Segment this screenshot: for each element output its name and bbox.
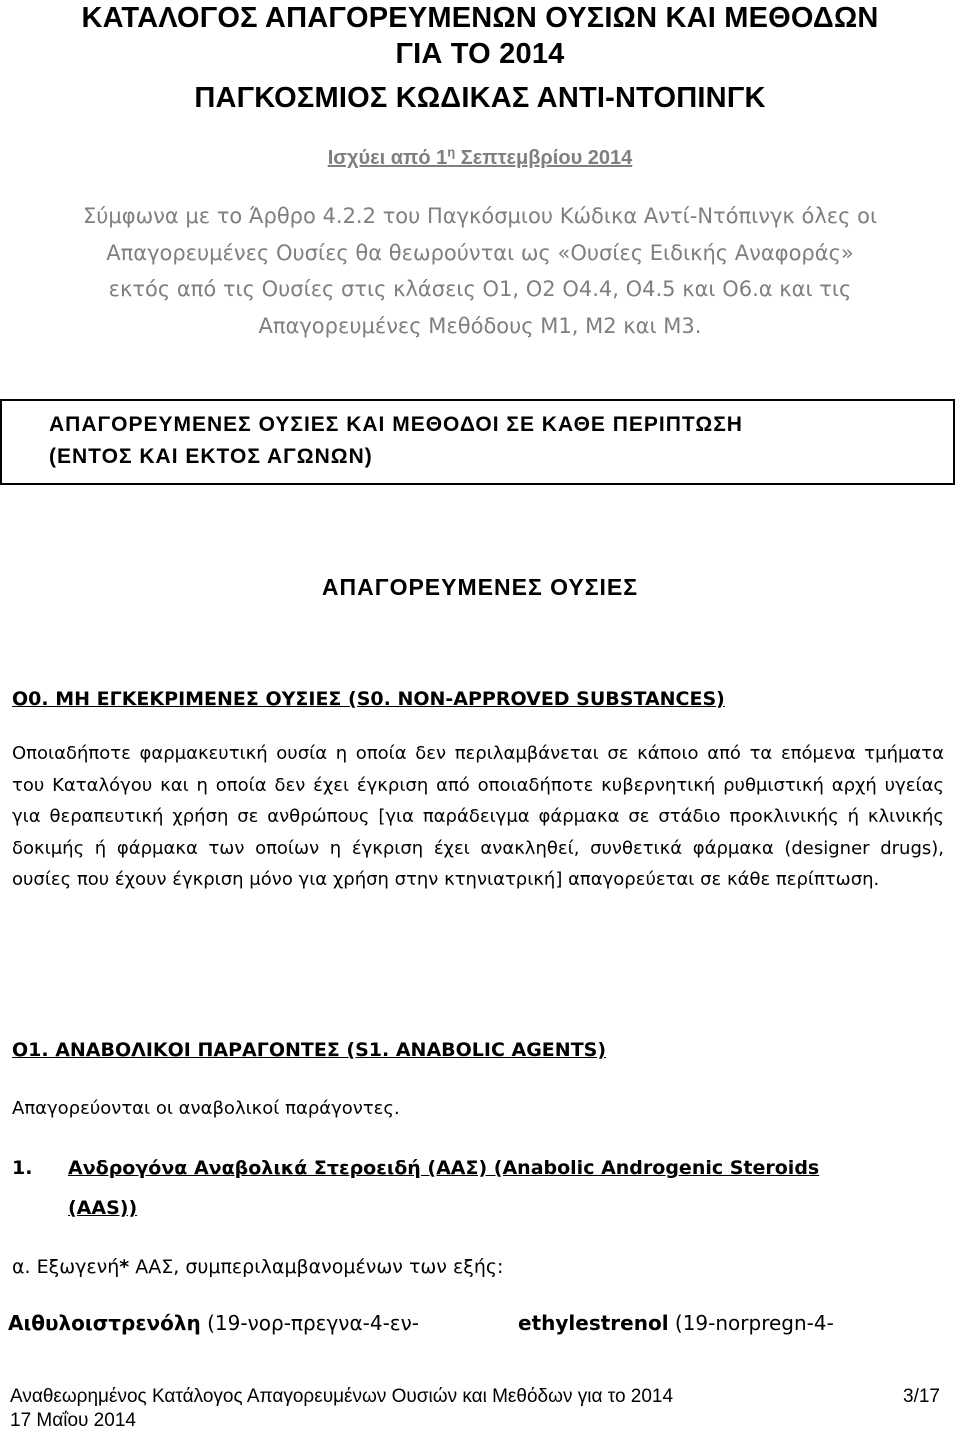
footer-date: 17 Μαΐου 2014 bbox=[10, 1410, 136, 1431]
substance-entry-greek bbox=[8, 1308, 419, 1338]
subitem-asterisk: * bbox=[119, 1256, 130, 1278]
substance-formula-english: (19-norpregn-4- bbox=[668, 1311, 834, 1335]
category-text-s1: Απαγορεύονται οι αναβολικοί παράγοντες. bbox=[12, 1098, 400, 1119]
section-heading: ΑΠΑΓΟΡΕΥΜΕΝΕΣ ΟΥΣΙΕΣ bbox=[321, 574, 639, 600]
effective-date-prefix: Ισχύει από 1 bbox=[327, 147, 448, 169]
page-number: 3/17 bbox=[903, 1386, 940, 1407]
document-title-line1: ΚΑΤΑΛΟΓΟΣ ΑΠΑΓΟΡΕΥΜΕΝΩΝ ΟΥΣΙΩΝ ΚΑΙ ΜΕΘΟΔΩΝ bbox=[81, 2, 879, 34]
footer-title: Αναθεωρημένος Κατάλογος Απαγορευμένων Ουσιών και Μεθόδων για το 2014 bbox=[10, 1386, 674, 1407]
effective-date-suffix: Σεπτεμβρίου 2014 bbox=[455, 147, 633, 169]
subitem-line bbox=[12, 1252, 503, 1282]
page-footer bbox=[10, 1385, 940, 1433]
item-heading: Ανδρογόνα Αναβολικά Στεροειδή (ΑΑΣ) (Anabolic Androgenic Steroids (AAS)) bbox=[68, 1157, 820, 1219]
category-heading-s1: Ο1. ΑΝΑΒΟΛΙΚΟΙ ΠΑΡΑΓΟΝΤΕΣ (S1. ANABOLIC AGENTS) bbox=[12, 1039, 607, 1061]
category-text-s0: Οποιαδήποτε φαρμακευτική ουσία η οποία δεν περιλαμβάνεται σε κάποιο από τα επόμενα τμήματα του Καταλόγου και η οποία δεν έχει έγκριση από οποιαδήποτε κυβερνητική ρυθμιστική αρχή υγείας για θεραπευτική χρήση σε ανθρώπους [για παράδειγμα φάρμακα σε στάδιο προκλινικής ή κλινικής δοκιμής ή φάρμακα των οποίων η έγκριση έχει ανακληθεί, συνθετικά φάρμακα (designer drugs), ουσίες που έχουν έγκριση μόνο για χρήση στην κτηνιατρική] απαγορεύεται σε κάθε περίπτωση. bbox=[12, 743, 944, 890]
document-title-line2: ΓΙΑ ΤΟ 2014 bbox=[395, 38, 565, 70]
subitem-suffix: ΑΑΣ, συμπεριλαμβανομένων των εξής: bbox=[129, 1256, 504, 1278]
boxed-heading-line1: ΑΠΑΓΟΡΕΥΜΕΝΕΣ ΟΥΣΙΕΣ ΚΑΙ ΜΕΘΟΔΟΙ ΣΕ ΚΑΘΕ ΠΕΡΙΠΤΩΣΗ bbox=[49, 413, 743, 436]
item-number: 1. bbox=[12, 1157, 33, 1179]
boxed-heading-line2: (ΕΝΤΟΣ ΚΑΙ ΕΚΤΟΣ ΑΓΩΝΩΝ) bbox=[49, 445, 373, 468]
intro-paragraph: Σύμφωνα με το Άρθρο 4.2.2 του Παγκόσμιου Κώδικα Αντί-Ντόπινγκ όλες οι Απαγορευμένες Ουσίες θα θεωρούνται ως «Ουσίες Ειδικής Αναφοράς» εκτός από τις Ουσίες στις κλάσεις Ο1, Ο2 Ο4.4, Ο4.5 και Ο6.α και τις Απαγορευμένες Μεθόδους Μ1, Μ2 και Μ3. bbox=[82, 204, 878, 338]
effective-date-superscript: η bbox=[447, 144, 456, 160]
category-heading-s0: Ο0. ΜΗ ΕΓΚΕΚΡΙΜΕΝΕΣ ΟΥΣΙΕΣ (S0. NON-APPROVED SUBSTANCES) bbox=[12, 688, 725, 710]
substance-name-english: ethylestrenol bbox=[518, 1311, 669, 1335]
boxed-heading bbox=[0, 399, 955, 485]
substance-name-greek: Αιθυλοιστρενόλη bbox=[8, 1311, 201, 1335]
effective-date bbox=[0, 143, 960, 173]
subitem-prefix: α. Εξωγενή bbox=[12, 1256, 120, 1278]
document-title-line3: ΠΑΓΚΟΣΜΙΟΣ ΚΩΔΙΚΑΣ ΑΝΤΙ-ΝΤΟΠΙΝΓΚ bbox=[194, 82, 766, 114]
substance-entry-english bbox=[518, 1308, 834, 1338]
substance-formula-greek: (19-νορ-πρεγνα-4-εν- bbox=[200, 1311, 420, 1335]
